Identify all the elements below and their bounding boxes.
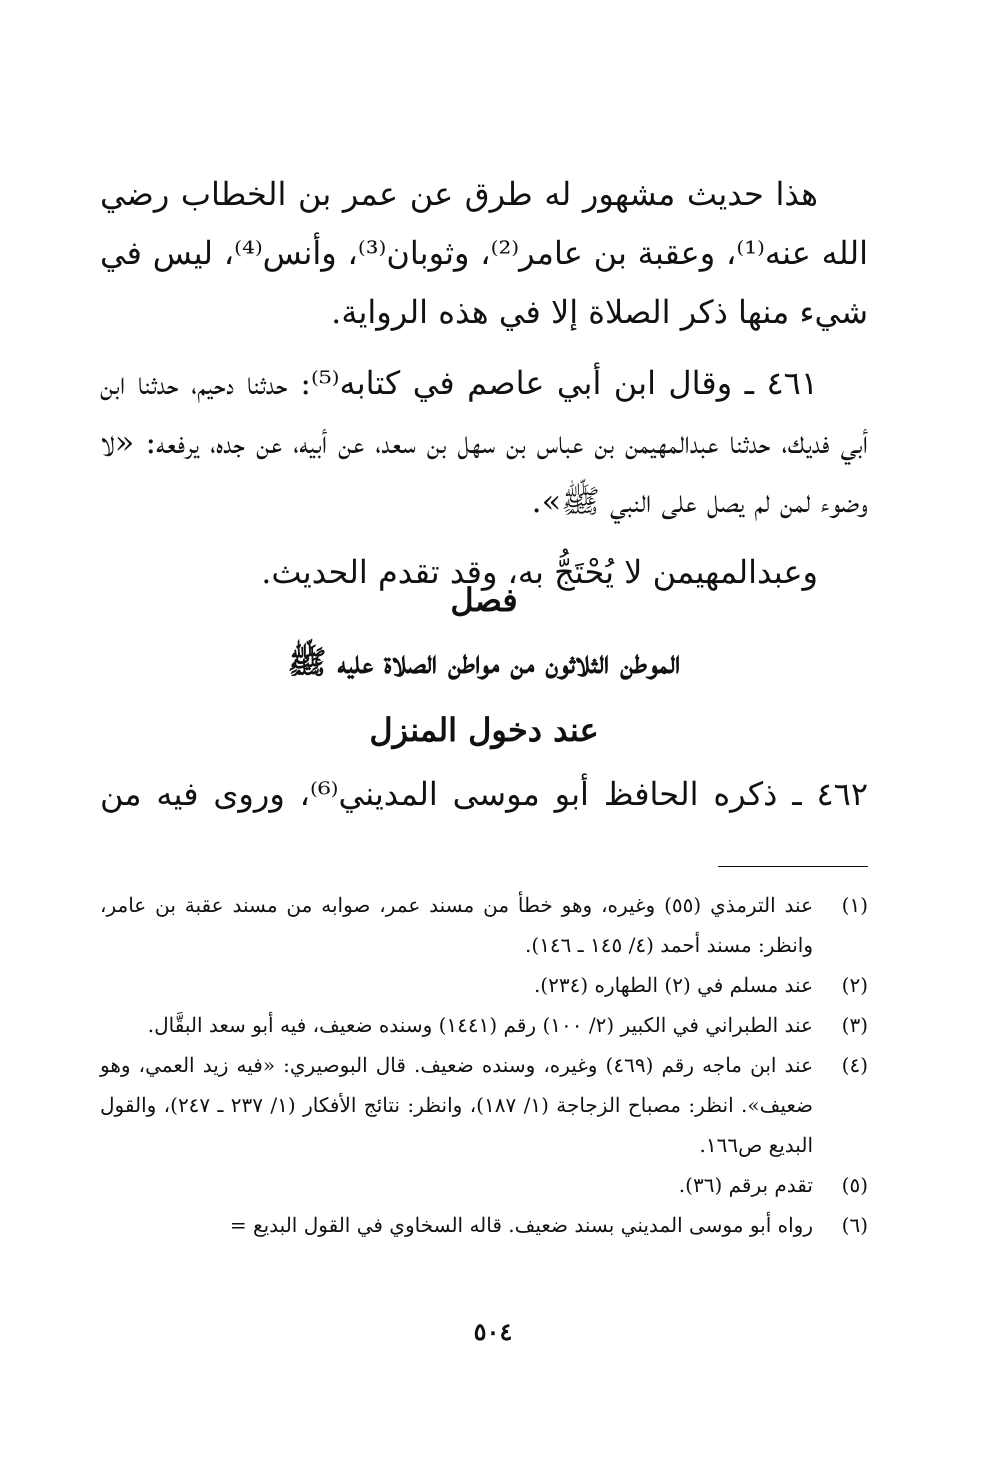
footnotes — [100, 885, 868, 1245]
page-number: ٥٠٤ — [473, 1317, 513, 1346]
footnote-number: (٤) — [841, 1053, 868, 1077]
paragraph-entry-461: ٤٦١ ـ وقال ابن أبي عاصم في كتابه⁽⁵⁾: حدثنا دحيم، حدثنا ابن أبي فديك، حدثنا عبدالمهيمن بن عباس بن سهل بن سعد، عن أبيه، عن جده، يرفعه: «لا وضوء لمن لم يصل على النبي ﷺ». — [100, 364, 868, 520]
footnote-4 — [100, 1045, 868, 1165]
paragraph-intro: هذا حديث مشهور له طرق عن عمر بن الخطاب رضي الله عنه⁽¹⁾، وعقبة بن عامر⁽²⁾، وثوبان⁽³⁾، وأنس⁽⁴⁾، ليس في شيء منها ذكر الصلاة إلا في هذه الرواية. — [100, 175, 869, 331]
section-label: فصل — [450, 581, 518, 619]
footnote-2 — [100, 965, 868, 1005]
footnote-text: عند الترمذي (٥٥) وغيره، وهو خطأ من مسند عمر، صوابه من مسند عقبة بن عامر، وانظر: مسند أحمد (٤/ ١٤٥ ـ ١٤٦). — [100, 893, 814, 957]
footnote-text: عند الطبراني في الكبير (٢/ ١٠٠) رقم (١٤٤١) وسنده ضعيف، فيه أبو سعد البقَّال. — [147, 1013, 813, 1037]
footnote-number: (٦) — [841, 1213, 868, 1237]
footnote-number: (٥) — [841, 1173, 868, 1197]
paragraph-note: وعبدالمهيمن لا يُحْتَجُّ به، وقد تقدم الحديث. — [261, 553, 818, 591]
footnote-number: (٢) — [841, 973, 868, 997]
paragraph-entry-462: ٤٦٢ ـ ذكره الحافظ أبو موسى المديني⁽⁶⁾، وروى فيه من — [100, 775, 869, 813]
main-text — [100, 165, 868, 602]
footnote-text: رواه أبو موسى المديني بسند ضعيف. قاله السخاوي في القول البديع = — [229, 1213, 813, 1237]
footnote-text: عند ابن ماجه رقم (٤٦٩) وغيره، وسنده ضعيف. قال البوصيري: «فيه زيد العمي، وهو ضعيف». انظر: مصباح الزجاجة (١/ ١٨٧)، وانظر: نتائج الأفكار (١/ ٢٣٧ ـ ٢٤٧)، والقول البديع ص١٦٦. — [100, 1053, 813, 1157]
footnote-6 — [100, 1205, 868, 1245]
footnote-number: (١) — [841, 893, 868, 917]
footnote-text: عند مسلم في (٢) الطهاره (٢٣٤). — [533, 973, 813, 997]
footnote-5 — [100, 1165, 868, 1205]
section-title: الموطن الثلاثون من مواطن الصلاة عليه ﷺ — [287, 643, 681, 681]
footnote-1 — [100, 885, 868, 965]
section-subtitle: عند دخول المنزل — [369, 711, 599, 749]
footnote-3 — [100, 1005, 868, 1045]
footnote-number: (٣) — [841, 1013, 868, 1037]
footnote-divider — [718, 866, 868, 867]
footnote-text: تقدم برقم (٣٦). — [678, 1173, 813, 1197]
